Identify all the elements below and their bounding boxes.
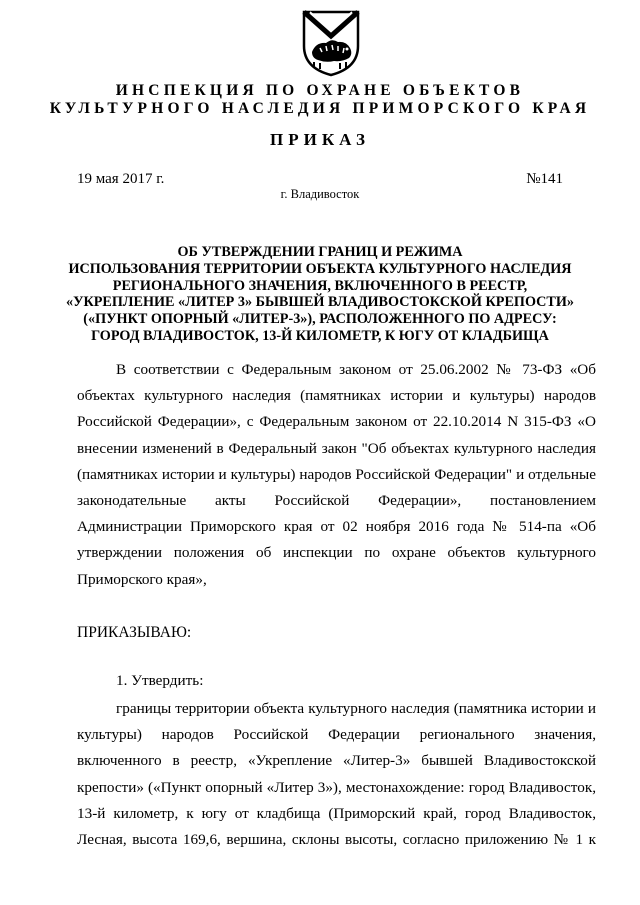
- document-type: ПРИКАЗ: [270, 130, 370, 149]
- text-line: утверждении положения об инспекции по охране объектов культурного: [77, 544, 596, 562]
- org-name-line2: КУЛЬТУРНОГО НАСЛЕДИЯ ПРИМОРСКОГО КРАЯ: [49, 100, 591, 117]
- text-line: внесении изменений в Федеральный закон "Об объектах культурного наследия: [77, 439, 596, 457]
- org-name-line1: ИНСПЕКЦИЯ ПО ОХРАНЕ ОБЪЕКТОВ: [115, 82, 525, 99]
- text-line: объектах культурного наследия (памятниках истории и культуры) народов: [77, 387, 596, 405]
- text-line: Российской Федерации», с Федеральным законом от 22.10.2014 N 315-ФЗ «О: [77, 413, 596, 431]
- preamble-paragraph: [77, 357, 596, 593]
- text-line: законодательные акты Российской Федерации», постановлением: [77, 491, 596, 509]
- document-number: №141: [526, 171, 563, 187]
- text-line: Лесная, высота 169,6, вершина, склоны высоты, согласно приложению № 1 к: [77, 830, 596, 848]
- text-line: границы территории объекта культурного наследия (памятника истории и: [116, 700, 596, 717]
- title-line: ИСПОЛЬЗОВАНИЯ ТЕРРИТОРИИ ОБЪЕКТА КУЛЬТУРНОГО НАСЛЕДИЯ: [68, 260, 572, 277]
- text-line: 13-й километр, к югу от кладбища (Приморский край, город Владивосток,: [77, 804, 596, 822]
- order-label: ПРИКАЗЫВАЮ:: [77, 624, 192, 641]
- title-line: («ПУНКТ ОПОРНЫЙ «ЛИТЕР-3»), РАСПОЛОЖЕННОГО ПО АДРЕСУ:: [83, 311, 557, 328]
- text-line: В соответствии с Федеральным законом от 25.06.2002 № 73-ФЗ «Об: [116, 361, 596, 378]
- document-date: 19 мая 2017 г.: [77, 171, 165, 187]
- title-line: ГОРОД ВЛАДИВОСТОК, 13-Й КИЛОМЕТР, К ЮГУ ОТ КЛАДБИЩА: [91, 327, 549, 344]
- text-line: крепости» («Пункт опорный «Литер 3»), местонахождение: город Владивосток,: [77, 778, 596, 796]
- text-line: Администрации Приморского края от 02 ноября 2016 года № 514-па «Об: [77, 518, 596, 536]
- item-1-paragraph: [77, 696, 596, 853]
- title-line: ОБ УТВЕРЖДЕНИИ ГРАНИЦ И РЕЖИМА: [177, 244, 463, 260]
- coat-of-arms-icon: [300, 8, 362, 78]
- text-line: культуры) народов Российской Федерации регионального значения,: [77, 726, 596, 744]
- item-1-label: 1. Утвердить:: [116, 672, 204, 689]
- text-line: (памятниках истории и культуры) народов Российской Федерации" и отдельные: [77, 465, 596, 483]
- document-title: [60, 244, 580, 345]
- text-line: Приморского края»,: [77, 570, 207, 588]
- document-city: г. Владивосток: [280, 187, 360, 201]
- title-line: РЕГИОНАЛЬНОГО ЗНАЧЕНИЯ, ВКЛЮЧЕННОГО В РЕЕСТР,: [112, 277, 528, 294]
- text-line: включенного в реестр, «Укрепление «Литер-3» бывшей Владивостокской: [77, 752, 596, 770]
- title-line: «УКРЕПЛЕНИЕ «ЛИТЕР 3» БЫВШЕЙ ВЛАДИВОСТОКСКОЙ КРЕПОСТИ»: [65, 294, 575, 311]
